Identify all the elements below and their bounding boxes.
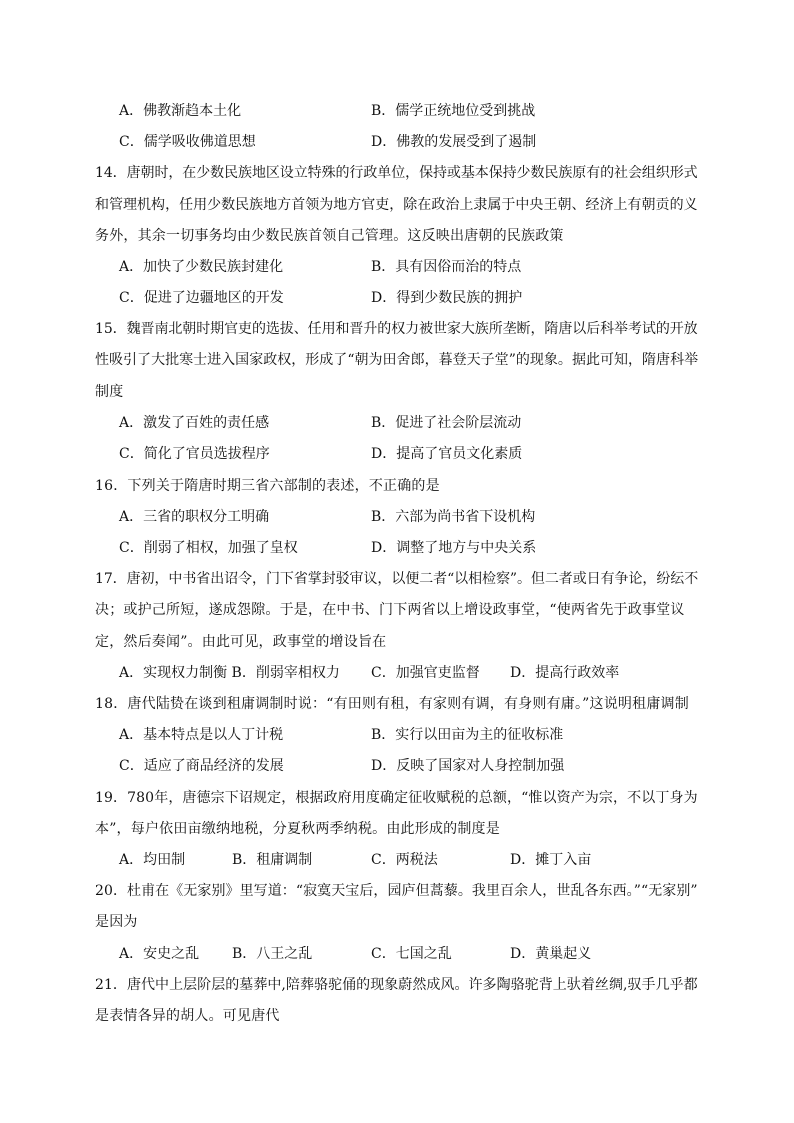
q17-option-d: D．提高行政效率 [510, 665, 620, 681]
q17-option-a-b: A．实现权力制衡 B．削弱宰相权力 [119, 665, 340, 681]
q13-option-c: C．儒学吸收佛道思想 [119, 134, 256, 150]
q16-stem-line-1: 16．下列关于隋唐时期三省六部制的表述，不正确的是 [95, 478, 440, 494]
q17-stem-line-2: 决；或护己所短，遂成怨隙。于是，在中书、门下两省以上增设政事堂，“使两省先于政事堂议 [95, 602, 685, 618]
q13-option-b: B．儒学正统地位受到挑战 [371, 103, 536, 119]
q20-stem-line-1: 20．杜甫在《无家别》里写道：“寂寞天宝后，园庐但蒿藜。我里百余人，世乱各东西。”“无家别” [95, 883, 698, 899]
q14-option-d: D．得到少数民族的拥护 [371, 290, 523, 306]
q19-option-a: A．均田制 [119, 852, 186, 868]
q18-option-a: A．基本特点是以人丁计税 [119, 727, 284, 743]
q15-stem-line-2: 性吸引了大批寒士进入国家政权，形成了“朝为田舍郎，暮登天子堂”的现象。据此可知，隋唐科举 [95, 352, 699, 368]
q19-stem-line-1: 19．780年，唐德宗下诏规定，根据政府用度确定征收赋税的总额，“惟以资产为宗，不以丁身为 [95, 790, 698, 806]
q16-option-b: B．六部为尚书省下设机构 [371, 509, 536, 525]
q17-stem-line-1: 17．唐初，中书省出诏令，门下省掌封驳审议，以便二者“以相检察”。但二者或日有争论，纷纭不 [95, 571, 699, 587]
q20-option-c: C．七国之乱 [371, 946, 452, 962]
q15-option-b: B．促进了社会阶层流动 [371, 415, 522, 431]
q14-stem-line-3: 务外，其余一切事务均由少数民族首领自己管理。这反映出唐朝的民族政策 [95, 228, 564, 244]
q17-stem-line-3: 定，然后奏闻”。由此可见，政事堂的增设旨在 [95, 634, 387, 650]
q20-option-b: B．八王之乱 [232, 946, 313, 962]
q19-option-d: D．摊丁入亩 [510, 852, 592, 868]
q14-option-c: C．促进了边疆地区的开发 [119, 290, 284, 306]
q20-option-d: D．黄巢起义 [510, 946, 592, 962]
q15-stem-line-3: 制度 [95, 384, 124, 400]
q19-option-c: C．两税法 [371, 852, 438, 868]
q14-stem-line-1: 14．唐朝时，在少数民族地区设立特殊的行政单位，保持或基本保持少数民族原有的社会组织形式 [95, 165, 698, 181]
q18-stem-line-1: 18．唐代陆贽在谈到租庸调制时说：“有田则有租，有家则有调，有身则有庸。”这说明租庸调制 [95, 696, 689, 712]
q18-option-b: B．实行以田亩为主的征收标准 [371, 727, 564, 743]
q19-stem-line-2: 本”，每户依田亩缴纳地税，分夏秋两季纳税。由此形成的制度是 [95, 821, 500, 837]
q16-option-a: A．三省的职权分工明确 [119, 509, 270, 525]
q18-option-c: C．适应了商品经济的发展 [119, 758, 284, 774]
q18-option-d: D．反映了国家对人身控制加强 [371, 758, 565, 774]
q14-option-b: B．具有因俗而治的特点 [371, 259, 522, 275]
q21-stem-line-1: 21．唐代中上层阶层的墓葬中,陪葬骆驼俑的现象蔚然成风。许多陶骆驼背上驮着丝绸,驭手几乎都 [95, 977, 698, 993]
q21-stem-line-2: 是表情各异的胡人。可见唐代 [95, 1008, 280, 1024]
q19-option-b: B．租庸调制 [232, 852, 313, 868]
q14-stem-line-2: 和管理机构，任用少数民族地方首领为地方官吏，除在政治上隶属于中央王朝、经济上有朝贡的义 [95, 197, 698, 213]
q13-option-a: A．佛教渐趋本土化 [119, 103, 242, 119]
q15-stem-line-1: 15．魏晋南北朝时期官吏的选拔、任用和晋升的权力被世家大族所垄断，隋唐以后科举考试的开放 [95, 321, 698, 337]
q15-option-d: D．提高了官员文化素质 [371, 446, 523, 462]
q17-option-c: C．加强官吏监督 [371, 665, 480, 681]
q16-option-d: D．调整了地方与中央关系 [371, 540, 537, 556]
q13-option-d: D．佛教的发展受到了遏制 [371, 134, 537, 150]
q14-option-a: A．加快了少数民族封建化 [119, 259, 284, 275]
q15-option-c: C．简化了官员选拔程序 [119, 446, 270, 462]
q16-option-c: C．削弱了相权，加强了皇权 [119, 540, 298, 556]
q20-stem-line-2: 是因为 [95, 914, 138, 930]
q20-option-a: A．安史之乱 [119, 946, 200, 962]
q15-option-a: A．激发了百姓的责任感 [119, 415, 270, 431]
